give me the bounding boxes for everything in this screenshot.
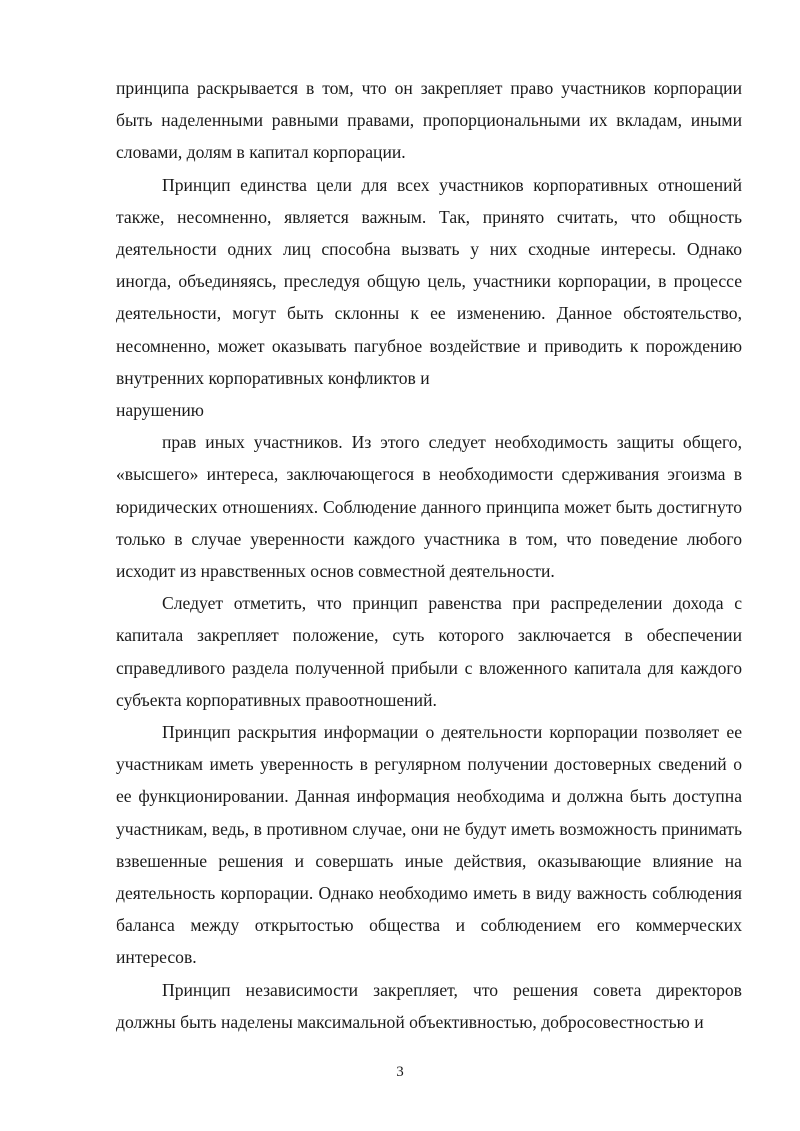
page-number: 3 (396, 1064, 404, 1080)
paragraph-rights-of-participants: прав иных участников. Из этого следует необходимость защиты общего, «высшего» интереса, заключающегося в необходимости сдерживания эгоизма в юридических отношениях. Соблюдение данного принципа может быть достигнуто только в случае уверенности каждого участника в том, что поведение любого исходит из нравственных основ совместной деятельности. (116, 432, 742, 582)
paragraph-information-disclosure: Принцип раскрытия информации о деятельности корпорации позволяет ее участникам иметь уверенность в регулярном получении достоверных сведений о ее функционировании. Данная информация необходима и должна быть доступна участникам, ведь, в противном случае, они не будут иметь возможность принимать взвешенные решения и совершать иные действия, оказывающие влияние на деятельность корпорации. Однако необходимо иметь в виду важность соблюдения баланса между открытостью общества и соблюдением его коммерческих интересов. (116, 722, 742, 968)
body-text (116, 72, 742, 1038)
paragraph-continuation: принципа раскрывается в том, что он закрепляет право участников корпорации быть наделенными равными правами, пропорциональными их вкладам, иными словами, долям в капитал корпорации. (116, 78, 742, 163)
paragraph-income-equality: Следует отметить, что принцип равенства при распределении дохода с капитала закрепляет положение, суть которого заключается в обеспечении справедливого раздела полученной прибыли с вложенного капитала для каждого субъекта корпоративных правоотношений. (116, 593, 742, 710)
paragraph-broken-line: нарушению (116, 400, 204, 421)
paragraph-unity-of-purpose: Принцип единства цели для всех участников корпоративных отношений также, несомненно, является важным. Так, принято считать, что общность деятельности одних лиц способна вызвать у них сходные интересы. Однако иногда, объединяясь, преследуя общую цель, участники корпорации, в процессе деятельности, могут быть склонны к ее изменению. Данное обстоятельство, несомненно, может оказывать пагубное воздействие и приводить к порождению внутренних корпоративных конфликтов и (116, 174, 742, 388)
paragraph-independence: Принцип независимости закрепляет, что решения совета директоров должны быть наделены максимальной объективностью, добросовестностью и (116, 979, 742, 1032)
